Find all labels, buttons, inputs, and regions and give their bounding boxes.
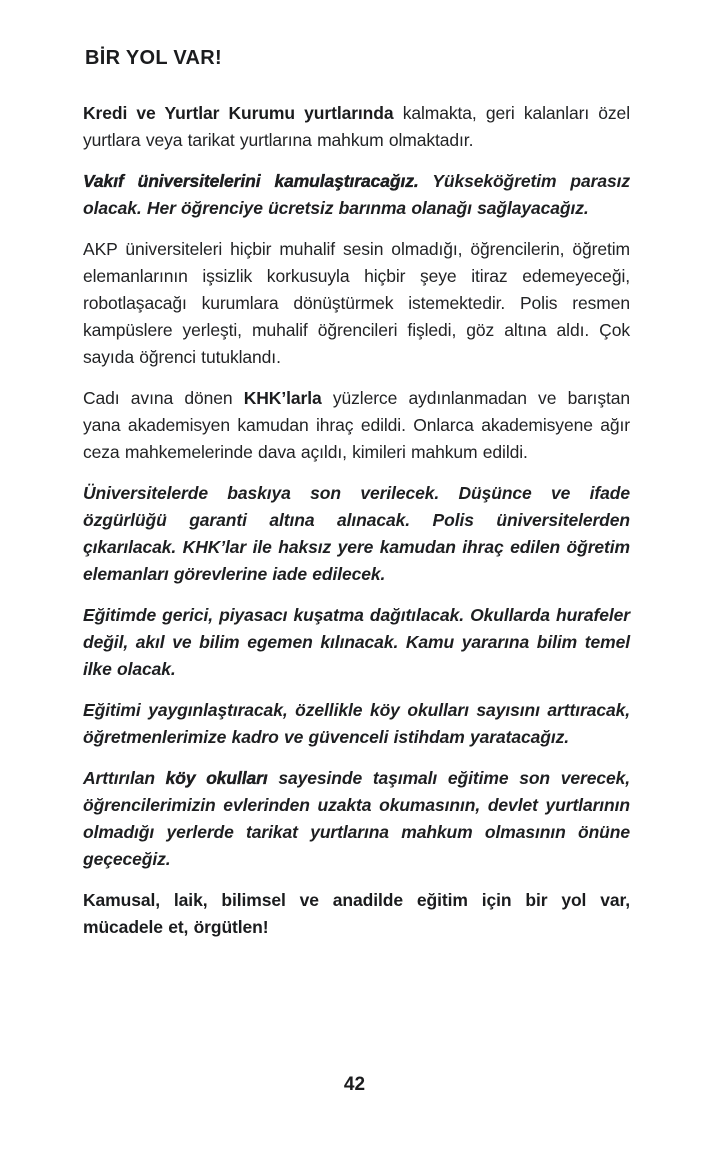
paragraph-akp: AKP üniversiteleri hiçbir muhalif sesin olmadığı, öğrencilerin, öğretim elemanlarının işsizlik korkusuyla hiçbir şeye itiraz edemeyeceği, robotlaşacağı kurumlara dönüştürmek istemektedir. Polis resmen kampüslere yerleşti, muhalif öğrencileri fişledi, göz altına aldı. Çok sayıda öğrenci tutuklandı. <box>83 239 630 367</box>
text-run: Cadı avına dönen <box>83 388 244 408</box>
italic-text-run: sayesinde taşımalı eğitime son verecek, öğrencilerimizin evlerinden uzakta okumasının, devlet yurtlarının olmadığı yerlerde tarikat yurtlarına mahkum olmasının önüne geçeceğiz. <box>83 768 630 869</box>
bold-italic-text-run: köy okulları <box>165 768 268 788</box>
bold-text-run: Kredi ve Yurtlar Kurumu yurtlarında <box>83 103 394 123</box>
bold-italic-text-run: Vakıf üniversitelerini kamulaştıracağız. <box>83 171 419 191</box>
paragraph-khk <box>83 385 630 466</box>
page-heading: BİR YOL VAR! <box>85 47 222 69</box>
paragraph-kyk <box>83 100 630 154</box>
italic-text-run: Arttırılan <box>83 768 166 788</box>
paragraph-koy-okullari <box>83 765 630 873</box>
bold-text-run: KHK’larla <box>243 388 322 408</box>
paragraph-gerici: Eğitimde gerici, piyasacı kuşatma dağıtılacak. Okullarda hurafeler değil, akıl ve bilim egemen kılınacak. Kamu yararına bilim temel ilke olacak. <box>83 605 630 679</box>
text-run: kalmakta, geri kalanları özel yurtlara veya tarikat yurtlarına mahkum olmaktadır. <box>83 103 630 150</box>
paragraph-baski: Üniversitelerde baskıya son verilecek. Düşünce ve ifade özgürlüğü garanti altına alınacak. Polis üniversitelerden çıkarılacak. KHK’lar ile haksız yere kamudan ihraç edilen öğretim elemanları görevlerine iade edilecek. <box>83 483 630 584</box>
text-run: yüzlerce aydınlanmadan ve barıştan yana akademisyen kamudan ihraç edildi. Onlarca akademisyene ağır ceza mahkemelerinde dava açıldı, kimileri mahkum edildi. <box>83 388 630 462</box>
paragraph-vakif <box>83 168 630 222</box>
paragraph-yayginlastirma: Eğitimi yaygınlaştıracak, özellikle köy okulları sayısını arttıracak, öğretmenlerimize kadro ve güvenceli istihdam yaratacağız. <box>83 700 630 747</box>
page-number: 42 <box>343 1074 366 1095</box>
italic-text-run: Yükseköğretim parasız olacak. Her öğrenciye ücretsiz barınma olanağı sağlayacağız. <box>83 171 630 218</box>
paragraph-slogan: Kamusal, laik, bilimsel ve anadilde eğitim için bir yol var, mücadele et, örgütlen! <box>83 890 630 937</box>
